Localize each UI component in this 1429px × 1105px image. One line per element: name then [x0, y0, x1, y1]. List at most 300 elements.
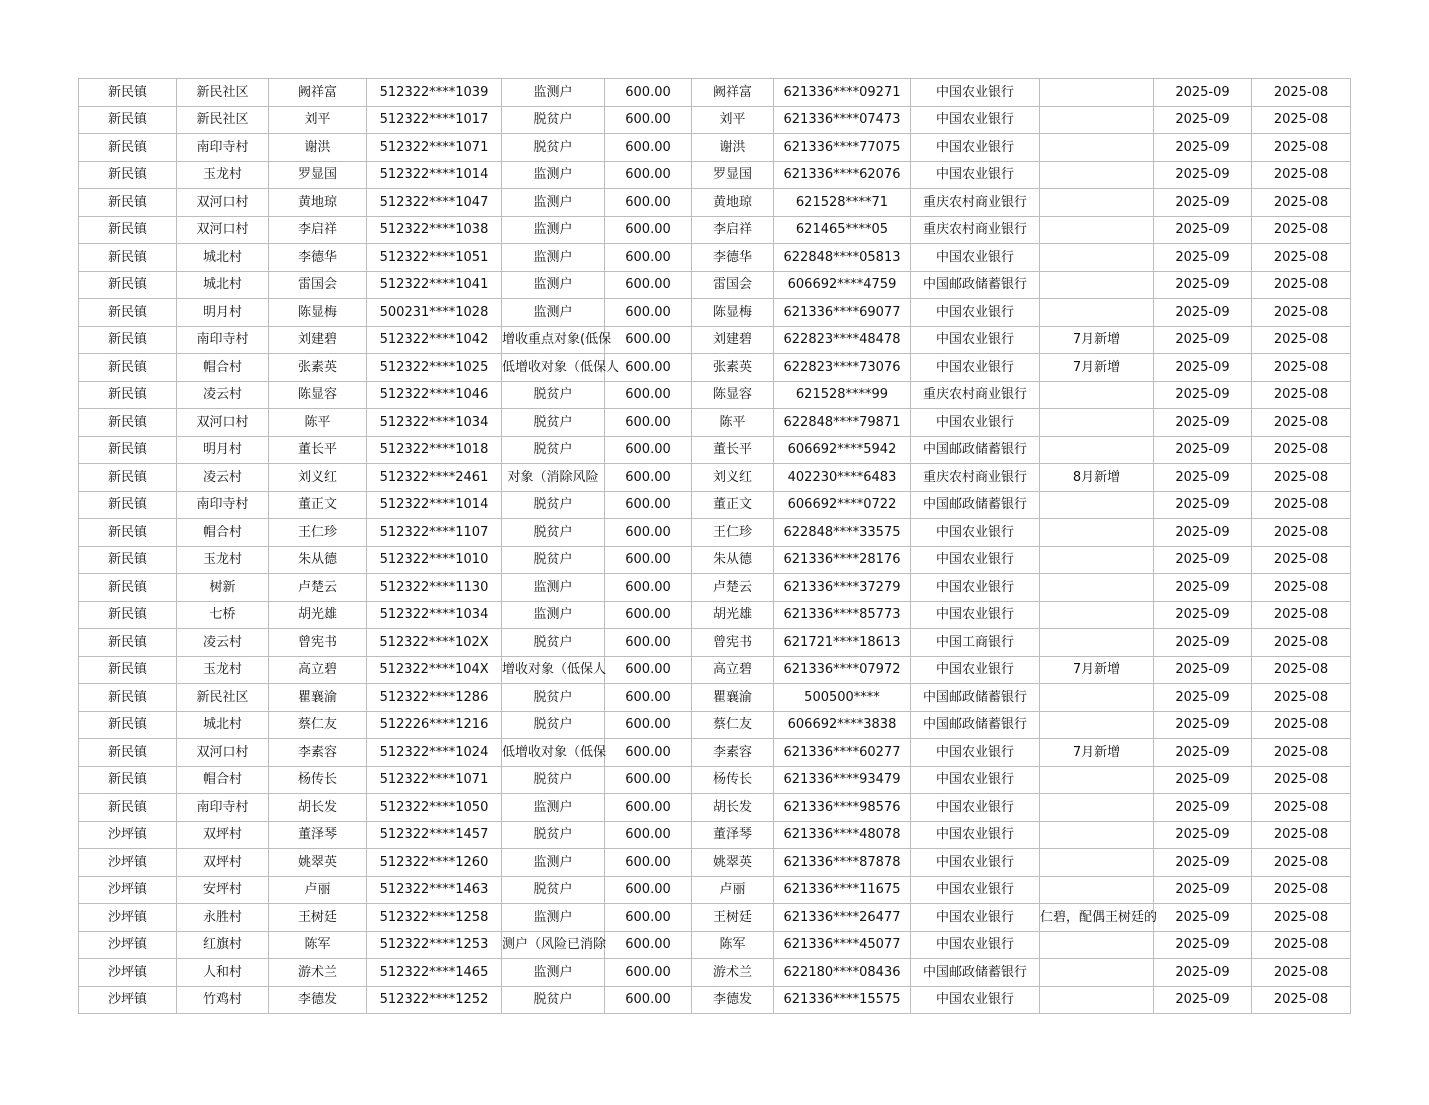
name-cell: 罗显国 — [269, 161, 367, 189]
remark-cell — [1040, 134, 1154, 162]
table-row — [79, 106, 1351, 134]
household-type-cell: 监测户 — [502, 574, 605, 602]
town-cell: 新民镇 — [79, 574, 177, 602]
remark-cell: 7月新增 — [1040, 656, 1154, 684]
amount-cell: 600.00 — [605, 574, 692, 602]
account-number-cell: 621336****07972 — [774, 656, 911, 684]
village-cell: 双河口村 — [177, 189, 269, 217]
town-cell: 新民镇 — [79, 354, 177, 382]
village-cell: 凌云村 — [177, 381, 269, 409]
town-cell: 沙坪镇 — [79, 986, 177, 1014]
account-holder-cell: 谢洪 — [692, 134, 774, 162]
pay-month-cell: 2025-09 — [1154, 986, 1252, 1014]
pay-month-cell: 2025-09 — [1154, 491, 1252, 519]
amount-cell: 600.00 — [605, 464, 692, 492]
name-cell: 李德华 — [269, 244, 367, 272]
period-month-cell: 2025-08 — [1252, 794, 1351, 822]
household-type-cell: 脱贫户 — [502, 711, 605, 739]
id-number-cell: 512322****1038 — [367, 216, 502, 244]
table-row — [79, 739, 1351, 767]
name-cell: 卢楚云 — [269, 574, 367, 602]
period-month-cell: 2025-08 — [1252, 271, 1351, 299]
remark-cell — [1040, 629, 1154, 657]
remark-cell — [1040, 959, 1154, 987]
account-number-cell: 621336****09271 — [774, 79, 911, 107]
account-number-cell: 621336****07473 — [774, 106, 911, 134]
town-cell: 新民镇 — [79, 684, 177, 712]
remark-cell — [1040, 766, 1154, 794]
name-cell: 游术兰 — [269, 959, 367, 987]
remark-cell — [1040, 711, 1154, 739]
village-cell: 双河口村 — [177, 739, 269, 767]
household-type-cell: 对象（消除风险 — [502, 464, 605, 492]
village-cell: 树新 — [177, 574, 269, 602]
bank-cell: 中国农业银行 — [911, 134, 1040, 162]
village-cell: 城北村 — [177, 711, 269, 739]
account-number-cell: 621336****28176 — [774, 546, 911, 574]
period-month-cell: 2025-08 — [1252, 216, 1351, 244]
period-month-cell: 2025-08 — [1252, 436, 1351, 464]
name-cell: 姚翠英 — [269, 849, 367, 877]
town-cell: 沙坪镇 — [79, 849, 177, 877]
pay-month-cell: 2025-09 — [1154, 519, 1252, 547]
account-holder-cell: 张素英 — [692, 354, 774, 382]
remark-cell — [1040, 79, 1154, 107]
id-number-cell: 512322****1010 — [367, 546, 502, 574]
town-cell: 新民镇 — [79, 134, 177, 162]
name-cell: 瞿襄渝 — [269, 684, 367, 712]
village-cell: 人和村 — [177, 959, 269, 987]
bank-cell: 中国农业银行 — [911, 326, 1040, 354]
id-number-cell: 512322****104X — [367, 656, 502, 684]
name-cell: 王仁珍 — [269, 519, 367, 547]
period-month-cell: 2025-08 — [1252, 161, 1351, 189]
pay-month-cell: 2025-09 — [1154, 931, 1252, 959]
period-month-cell: 2025-08 — [1252, 106, 1351, 134]
village-cell: 明月村 — [177, 299, 269, 327]
name-cell: 陈平 — [269, 409, 367, 437]
table-row — [79, 766, 1351, 794]
pay-month-cell: 2025-09 — [1154, 161, 1252, 189]
account-holder-cell: 陈军 — [692, 931, 774, 959]
town-cell: 新民镇 — [79, 739, 177, 767]
remark-cell — [1040, 931, 1154, 959]
period-month-cell: 2025-08 — [1252, 299, 1351, 327]
amount-cell: 600.00 — [605, 189, 692, 217]
account-holder-cell: 董泽琴 — [692, 821, 774, 849]
remark-cell — [1040, 189, 1154, 217]
village-cell: 玉龙村 — [177, 546, 269, 574]
table-row — [79, 216, 1351, 244]
name-cell: 李启祥 — [269, 216, 367, 244]
table-row — [79, 519, 1351, 547]
village-cell: 南印寺村 — [177, 491, 269, 519]
remark-cell — [1040, 519, 1154, 547]
amount-cell: 600.00 — [605, 381, 692, 409]
id-number-cell: 512322****1071 — [367, 134, 502, 162]
table-row — [79, 931, 1351, 959]
household-type-cell: 监测户 — [502, 244, 605, 272]
period-month-cell: 2025-08 — [1252, 326, 1351, 354]
bank-cell: 中国农业银行 — [911, 106, 1040, 134]
pay-month-cell: 2025-09 — [1154, 821, 1252, 849]
table-row — [79, 986, 1351, 1014]
town-cell: 新民镇 — [79, 711, 177, 739]
amount-cell: 600.00 — [605, 79, 692, 107]
village-cell: 南印寺村 — [177, 794, 269, 822]
household-type-cell: 脱贫户 — [502, 876, 605, 904]
account-holder-cell: 李德发 — [692, 986, 774, 1014]
remark-cell: 7月新增 — [1040, 739, 1154, 767]
account-holder-cell: 胡长发 — [692, 794, 774, 822]
household-type-cell: 脱贫户 — [502, 134, 605, 162]
bank-cell: 中国农业银行 — [911, 656, 1040, 684]
remark-cell — [1040, 876, 1154, 904]
remark-cell — [1040, 546, 1154, 574]
account-holder-cell: 阙祥富 — [692, 79, 774, 107]
household-type-cell: 监测户 — [502, 161, 605, 189]
bank-cell: 中国农业银行 — [911, 931, 1040, 959]
household-type-cell: 脱贫户 — [502, 106, 605, 134]
period-month-cell: 2025-08 — [1252, 959, 1351, 987]
household-type-cell: 脱贫户 — [502, 491, 605, 519]
remark-cell — [1040, 409, 1154, 437]
account-number-cell: 621336****85773 — [774, 601, 911, 629]
bank-cell: 中国邮政储蓄银行 — [911, 436, 1040, 464]
amount-cell: 600.00 — [605, 299, 692, 327]
remark-cell — [1040, 216, 1154, 244]
id-number-cell: 512322****1018 — [367, 436, 502, 464]
bank-cell: 中国农业银行 — [911, 821, 1040, 849]
pay-month-cell: 2025-09 — [1154, 546, 1252, 574]
id-number-cell: 512322****1024 — [367, 739, 502, 767]
household-type-cell: 脱贫户 — [502, 766, 605, 794]
name-cell: 董泽琴 — [269, 821, 367, 849]
bank-cell: 中国农业银行 — [911, 299, 1040, 327]
name-cell: 朱从德 — [269, 546, 367, 574]
account-holder-cell: 刘义红 — [692, 464, 774, 492]
account-number-cell: 606692****5942 — [774, 436, 911, 464]
household-type-cell: 监测户 — [502, 216, 605, 244]
id-number-cell: 512322****1039 — [367, 79, 502, 107]
id-number-cell: 512322****1047 — [367, 189, 502, 217]
account-number-cell: 621336****48078 — [774, 821, 911, 849]
bank-cell: 中国农业银行 — [911, 849, 1040, 877]
pay-month-cell: 2025-09 — [1154, 409, 1252, 437]
pay-month-cell: 2025-09 — [1154, 271, 1252, 299]
table-row — [79, 629, 1351, 657]
account-number-cell: 621528****71 — [774, 189, 911, 217]
account-holder-cell: 卢楚云 — [692, 574, 774, 602]
town-cell: 新民镇 — [79, 106, 177, 134]
village-cell: 城北村 — [177, 244, 269, 272]
account-holder-cell: 王树廷 — [692, 904, 774, 932]
period-month-cell: 2025-08 — [1252, 409, 1351, 437]
period-month-cell: 2025-08 — [1252, 931, 1351, 959]
village-cell: 玉龙村 — [177, 656, 269, 684]
account-number-cell: 621336****87878 — [774, 849, 911, 877]
id-number-cell: 512322****102X — [367, 629, 502, 657]
table-row — [79, 436, 1351, 464]
town-cell: 新民镇 — [79, 79, 177, 107]
table-row — [79, 849, 1351, 877]
account-holder-cell: 曾宪书 — [692, 629, 774, 657]
bank-cell: 中国农业银行 — [911, 409, 1040, 437]
account-holder-cell: 刘平 — [692, 106, 774, 134]
id-number-cell: 512322****1025 — [367, 354, 502, 382]
amount-cell: 600.00 — [605, 216, 692, 244]
table-row — [79, 959, 1351, 987]
village-cell: 新民社区 — [177, 106, 269, 134]
remark-cell — [1040, 436, 1154, 464]
table-row — [79, 354, 1351, 382]
account-number-cell: 621336****15575 — [774, 986, 911, 1014]
bank-cell: 重庆农村商业银行 — [911, 381, 1040, 409]
account-holder-cell: 董长平 — [692, 436, 774, 464]
account-number-cell: 606692****0722 — [774, 491, 911, 519]
household-type-cell: 低增收对象（低保 — [502, 739, 605, 767]
village-cell: 双坪村 — [177, 849, 269, 877]
town-cell: 新民镇 — [79, 519, 177, 547]
name-cell: 刘平 — [269, 106, 367, 134]
remark-cell: 8月新增 — [1040, 464, 1154, 492]
bank-cell: 中国农业银行 — [911, 766, 1040, 794]
household-type-cell: 监测户 — [502, 79, 605, 107]
household-type-cell: 监测户 — [502, 849, 605, 877]
household-type-cell: 脱贫户 — [502, 436, 605, 464]
name-cell: 陈军 — [269, 931, 367, 959]
remark-cell — [1040, 381, 1154, 409]
amount-cell: 600.00 — [605, 711, 692, 739]
account-holder-cell: 陈显梅 — [692, 299, 774, 327]
town-cell: 新民镇 — [79, 189, 177, 217]
bank-cell: 重庆农村商业银行 — [911, 189, 1040, 217]
town-cell: 新民镇 — [79, 216, 177, 244]
id-number-cell: 512322****1260 — [367, 849, 502, 877]
town-cell: 新民镇 — [79, 491, 177, 519]
id-number-cell: 512322****1034 — [367, 409, 502, 437]
table-row — [79, 574, 1351, 602]
village-cell: 明月村 — [177, 436, 269, 464]
account-number-cell: 621336****93479 — [774, 766, 911, 794]
period-month-cell: 2025-08 — [1252, 739, 1351, 767]
table-row — [79, 821, 1351, 849]
village-cell: 竹鸡村 — [177, 986, 269, 1014]
town-cell: 新民镇 — [79, 436, 177, 464]
pay-month-cell: 2025-09 — [1154, 134, 1252, 162]
household-type-cell: 脱贫户 — [502, 684, 605, 712]
account-number-cell: 500500**** — [774, 684, 911, 712]
remark-cell — [1040, 491, 1154, 519]
household-type-cell: 脱贫户 — [502, 986, 605, 1014]
village-cell: 七桥 — [177, 601, 269, 629]
remark-cell — [1040, 244, 1154, 272]
id-number-cell: 512322****1034 — [367, 601, 502, 629]
amount-cell: 600.00 — [605, 354, 692, 382]
account-holder-cell: 姚翠英 — [692, 849, 774, 877]
town-cell: 沙坪镇 — [79, 876, 177, 904]
amount-cell: 600.00 — [605, 601, 692, 629]
pay-month-cell: 2025-09 — [1154, 601, 1252, 629]
id-number-cell: 512322****1014 — [367, 491, 502, 519]
table-row — [79, 409, 1351, 437]
bank-cell: 中国农业银行 — [911, 244, 1040, 272]
town-cell: 新民镇 — [79, 381, 177, 409]
pay-month-cell: 2025-09 — [1154, 766, 1252, 794]
household-type-cell: 监测户 — [502, 959, 605, 987]
table-row — [79, 161, 1351, 189]
table-row — [79, 326, 1351, 354]
period-month-cell: 2025-08 — [1252, 491, 1351, 519]
account-holder-cell: 游术兰 — [692, 959, 774, 987]
remark-cell: 仁碧，配偶王树廷的 — [1040, 904, 1154, 932]
account-holder-cell: 卢丽 — [692, 876, 774, 904]
village-cell: 新民社区 — [177, 684, 269, 712]
amount-cell: 600.00 — [605, 849, 692, 877]
period-month-cell: 2025-08 — [1252, 519, 1351, 547]
account-holder-cell: 董正文 — [692, 491, 774, 519]
pay-month-cell: 2025-09 — [1154, 326, 1252, 354]
name-cell: 雷国会 — [269, 271, 367, 299]
remark-cell — [1040, 601, 1154, 629]
period-month-cell: 2025-08 — [1252, 574, 1351, 602]
account-number-cell: 621336****45077 — [774, 931, 911, 959]
id-number-cell: 512322****1457 — [367, 821, 502, 849]
village-cell: 新民社区 — [177, 79, 269, 107]
account-number-cell: 621336****60277 — [774, 739, 911, 767]
account-number-cell: 621336****11675 — [774, 876, 911, 904]
name-cell: 胡长发 — [269, 794, 367, 822]
id-number-cell: 512322****1042 — [367, 326, 502, 354]
table-row — [79, 684, 1351, 712]
town-cell: 新民镇 — [79, 601, 177, 629]
name-cell: 高立碧 — [269, 656, 367, 684]
name-cell: 董正文 — [269, 491, 367, 519]
remark-cell — [1040, 299, 1154, 327]
pay-month-cell: 2025-09 — [1154, 381, 1252, 409]
village-cell: 城北村 — [177, 271, 269, 299]
remark-cell — [1040, 574, 1154, 602]
account-holder-cell: 李启祥 — [692, 216, 774, 244]
id-number-cell: 512322****1046 — [367, 381, 502, 409]
period-month-cell: 2025-08 — [1252, 464, 1351, 492]
id-number-cell: 512322****1017 — [367, 106, 502, 134]
name-cell: 刘建碧 — [269, 326, 367, 354]
household-type-cell: 增收对象（低保人 — [502, 656, 605, 684]
bank-cell: 中国邮政储蓄银行 — [911, 711, 1040, 739]
account-holder-cell: 瞿襄渝 — [692, 684, 774, 712]
town-cell: 新民镇 — [79, 766, 177, 794]
account-holder-cell: 蔡仁友 — [692, 711, 774, 739]
account-number-cell: 622848****05813 — [774, 244, 911, 272]
account-number-cell: 622848****33575 — [774, 519, 911, 547]
account-holder-cell: 罗显国 — [692, 161, 774, 189]
table-row — [79, 491, 1351, 519]
id-number-cell: 512322****1107 — [367, 519, 502, 547]
household-type-cell: 低增收对象（低保人 — [502, 354, 605, 382]
table-row — [79, 794, 1351, 822]
village-cell: 帽合村 — [177, 766, 269, 794]
remark-cell — [1040, 794, 1154, 822]
bank-cell: 中国农业银行 — [911, 739, 1040, 767]
amount-cell: 600.00 — [605, 271, 692, 299]
period-month-cell: 2025-08 — [1252, 629, 1351, 657]
account-holder-cell: 高立碧 — [692, 656, 774, 684]
village-cell: 凌云村 — [177, 464, 269, 492]
period-month-cell: 2025-08 — [1252, 79, 1351, 107]
village-cell: 双坪村 — [177, 821, 269, 849]
name-cell: 杨传长 — [269, 766, 367, 794]
household-type-cell: 监测户 — [502, 299, 605, 327]
amount-cell: 600.00 — [605, 904, 692, 932]
town-cell: 沙坪镇 — [79, 931, 177, 959]
bank-cell: 中国农业银行 — [911, 79, 1040, 107]
table-row — [79, 134, 1351, 162]
name-cell: 李素容 — [269, 739, 367, 767]
name-cell: 蔡仁友 — [269, 711, 367, 739]
id-number-cell: 512322****1252 — [367, 986, 502, 1014]
bank-cell: 中国农业银行 — [911, 574, 1040, 602]
pay-month-cell: 2025-09 — [1154, 574, 1252, 602]
pay-month-cell: 2025-09 — [1154, 299, 1252, 327]
amount-cell: 600.00 — [605, 546, 692, 574]
id-number-cell: 512322****1071 — [367, 766, 502, 794]
id-number-cell: 512226****1216 — [367, 711, 502, 739]
pay-month-cell: 2025-09 — [1154, 711, 1252, 739]
id-number-cell: 512322****1463 — [367, 876, 502, 904]
pay-month-cell: 2025-09 — [1154, 959, 1252, 987]
town-cell: 新民镇 — [79, 794, 177, 822]
amount-cell: 600.00 — [605, 161, 692, 189]
period-month-cell: 2025-08 — [1252, 904, 1351, 932]
table-row — [79, 79, 1351, 107]
remark-cell: 7月新增 — [1040, 326, 1154, 354]
name-cell: 张素英 — [269, 354, 367, 382]
account-number-cell: 622823****48478 — [774, 326, 911, 354]
table-row — [79, 601, 1351, 629]
household-type-cell: 测户（风险已消除 — [502, 931, 605, 959]
amount-cell: 600.00 — [605, 436, 692, 464]
household-type-cell: 脱贫户 — [502, 546, 605, 574]
account-holder-cell: 雷国会 — [692, 271, 774, 299]
amount-cell: 600.00 — [605, 519, 692, 547]
period-month-cell: 2025-08 — [1252, 849, 1351, 877]
id-number-cell: 512322****1130 — [367, 574, 502, 602]
bank-cell: 中国农业银行 — [911, 519, 1040, 547]
pay-month-cell: 2025-09 — [1154, 629, 1252, 657]
table-row — [79, 876, 1351, 904]
table-row — [79, 271, 1351, 299]
account-number-cell: 621336****77075 — [774, 134, 911, 162]
account-number-cell: 621336****37279 — [774, 574, 911, 602]
account-holder-cell: 陈显容 — [692, 381, 774, 409]
table-body — [79, 79, 1351, 1014]
data-table — [78, 78, 1351, 1014]
pay-month-cell: 2025-09 — [1154, 354, 1252, 382]
household-type-cell: 监测户 — [502, 904, 605, 932]
id-number-cell: 512322****1286 — [367, 684, 502, 712]
pay-month-cell: 2025-09 — [1154, 464, 1252, 492]
period-month-cell: 2025-08 — [1252, 381, 1351, 409]
period-month-cell: 2025-08 — [1252, 601, 1351, 629]
account-number-cell: 622180****08436 — [774, 959, 911, 987]
town-cell: 新民镇 — [79, 546, 177, 574]
amount-cell: 600.00 — [605, 134, 692, 162]
remark-cell — [1040, 271, 1154, 299]
account-number-cell: 622823****73076 — [774, 354, 911, 382]
amount-cell: 600.00 — [605, 821, 692, 849]
town-cell: 新民镇 — [79, 464, 177, 492]
